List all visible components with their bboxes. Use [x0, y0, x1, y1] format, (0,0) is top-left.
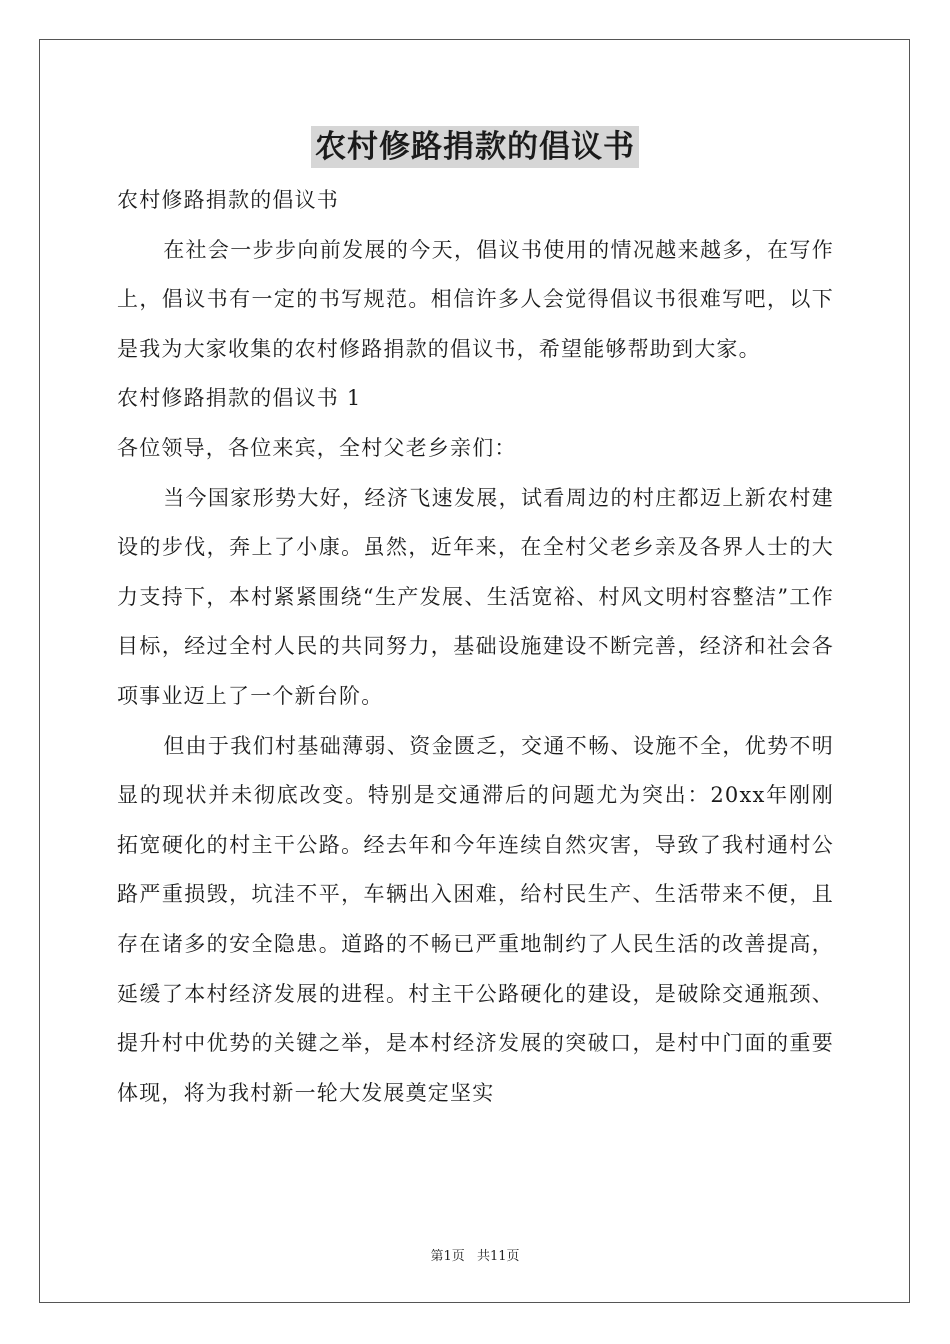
paragraph-salutation: 各位领导，各位来宾，全村父老乡亲们：: [117, 435, 517, 460]
document-body: [117, 176, 834, 1118]
page-total: 共11页: [476, 1249, 520, 1264]
paragraph-section-heading: 农村修路捐款的倡议书 1: [117, 386, 362, 411]
page-footer: [0, 1245, 950, 1264]
paragraph-body-1: 当今国家形势大好，经济飞速发展，试看周边的村庄都迈上新农村建设的步伐，奔上了小康。虽然，近年来，在全村父老乡亲及各界人士的大力支持下，本村紧紧围绕“生产发展、生活宽裕、村风文明村容整洁”工作目标，经过全村人民的共同努力，基础设施建设不断完善，经济和社会各项事业迈上了一个新台阶。: [117, 485, 834, 708]
page-number: 第1页: [430, 1249, 465, 1264]
paragraph-subtitle: 农村修路捐款的倡议书: [117, 188, 339, 212]
paragraph-body-2: 但由于我们村基础薄弱、资金匮乏，交通不畅、设施不全，优势不明显的现状并未彻底改变。特别是交通滞后的问题尤为突出：20xx年刚刚拓宽硬化的村主干公路。经去年和今年连续自然灾害，导致了我村通村公路严重损毁，坑洼不平，车辆出入困难，给村民生产、生活带来不便，且存在诸多的安全隐患。道路的不畅已严重地制约了人民生活的改善提高，延缓了本村经济发展的进程。村主干公路硬化的建设，是破除交通瓶颈、提升村中优势的关键之举，是本村经济发展的突破口，是村中门面的重要体现，将为我村新一轮大发展奠定坚实: [117, 733, 834, 1105]
paragraph-intro: 在社会一步步向前发展的今天，倡议书使用的情况越来越多，在写作上，倡议书有一定的书写规范。相信许多人会觉得倡议书很难写吧，以下是我为大家收集的农村修路捐款的倡议书，希望能够帮助到大家。: [117, 237, 834, 361]
document-title: [0, 126, 950, 168]
document-title-text: 农村修路捐款的倡议书: [311, 126, 639, 168]
